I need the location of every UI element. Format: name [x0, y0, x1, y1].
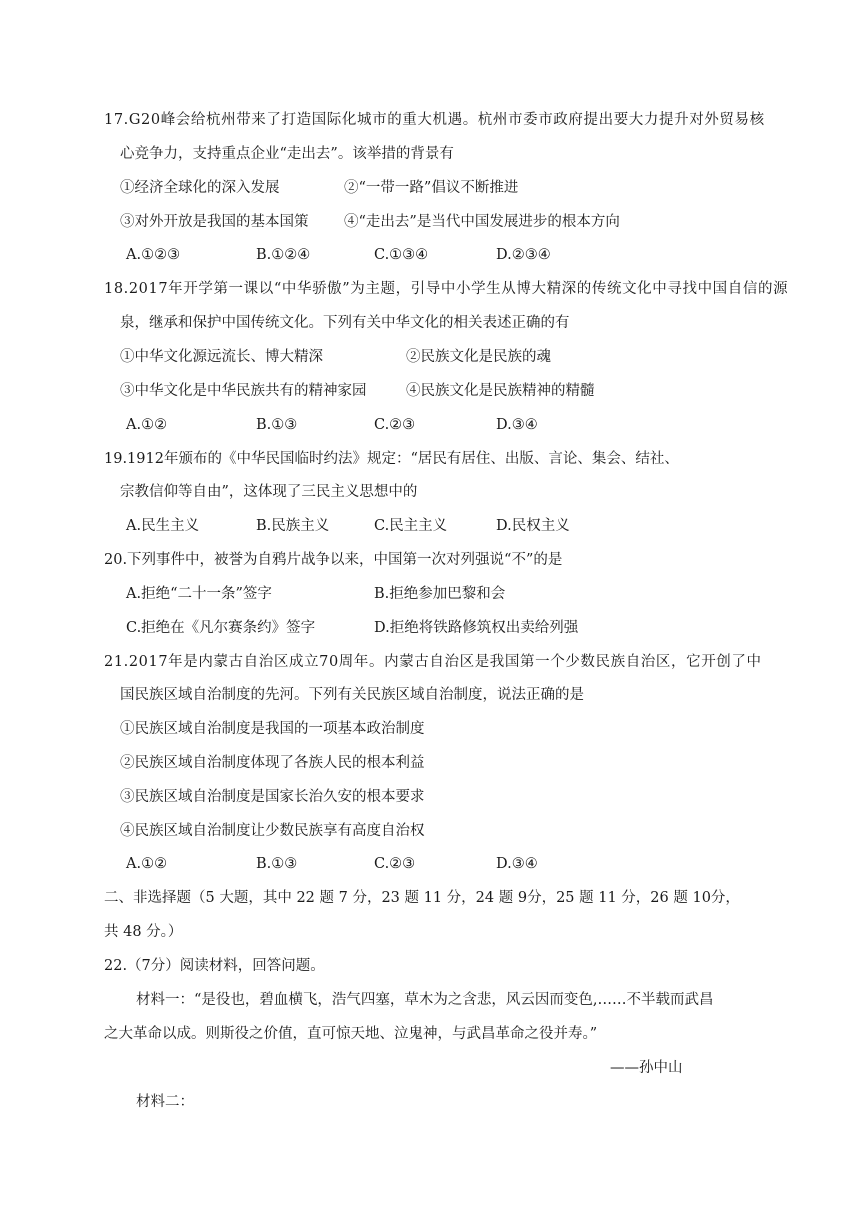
q17-option-c: C.①③④	[374, 247, 429, 263]
q17-statement-2: ②“一带一路”倡议不断推进	[344, 180, 519, 196]
q22-title: 22.（7分）阅读材料，回答问题。	[104, 958, 325, 974]
q22-attribution: ——孙中山	[610, 1060, 683, 1076]
q18-option-c: C.②③	[374, 417, 416, 433]
q21-statement-2: ②民族区域自治制度体现了各族人民的根本利益	[120, 755, 425, 771]
q17-stem-line1: 17.G20峰会给杭州带来了打造国际化城市的重大机遇。杭州市委市政府提出要大力提升对外贸易核	[104, 112, 765, 128]
q21-stem-line2: 国民族区域自治制度的先河。下列有关民族区域自治制度，说法正确的是	[120, 687, 584, 703]
q18-stem-line2: 泉，继承和保护中国传统文化。下列有关中华文化的相关表述正确的有	[120, 315, 570, 331]
q19-option-b: B.民族主义	[256, 518, 330, 534]
q22-material1-line1: 材料一：“是役也，碧血横飞，浩气四塞，草木为之含悲，风云因而变色,……不半载而武昌	[136, 992, 714, 1008]
q18-stem-line1: 18.2017年开学第一课以“中华骄傲”为主题，引导中小学生从博大精深的传统文化中寻找中国自信的源	[104, 281, 789, 297]
q21-statement-1: ①民族区域自治制度是我国的一项基本政治制度	[120, 721, 425, 737]
q20-option-a: A.拒绝“二十一条”签字	[126, 586, 272, 602]
q17-statement-3: ③对外开放是我国的基本国策	[120, 214, 309, 230]
q17-option-b: B.①②④	[256, 247, 311, 263]
q22-material1-line2: 之大革命以成。则斯役之价值，直可惊天地、泣鬼神，与武昌革命之役并寿。”	[104, 1026, 598, 1042]
q18-statement-3: ③中华文化是中华民族共有的精神家园	[120, 383, 367, 399]
q20-option-c: C.拒绝在《凡尔赛条约》签字	[126, 620, 316, 636]
q21-option-c: C.②③	[374, 856, 416, 872]
q18-option-d: D.③④	[496, 417, 538, 433]
q20-option-b: B.拒绝参加巴黎和会	[374, 586, 506, 602]
q20-stem-line1: 20.下列事件中，被誉为自鸦片战争以来，中国第一次对列强说“不”的是	[104, 552, 563, 568]
section2-heading-line2: 共 48 分。）	[104, 924, 183, 940]
q19-option-a: A.民生主义	[126, 518, 200, 534]
q17-stem-line2: 心竞争力，支持重点企业“走出去”。该举措的背景有	[120, 146, 454, 162]
q18-statement-2: ②民族文化是民族的魂	[406, 349, 551, 365]
q17-statement-4: ④“走出去”是当代中国发展进步的根本方向	[344, 214, 620, 230]
q17-option-d: D.②③④	[496, 247, 551, 263]
q21-statement-3: ③民族区域自治制度是国家长治久安的根本要求	[120, 789, 425, 805]
q19-stem-line2: 宗教信仰等自由”，这体现了三民主义思想中的	[120, 484, 418, 500]
q18-statement-4: ④民族文化是民族精神的精髓	[406, 383, 595, 399]
q17-option-a: A.①②③	[126, 247, 181, 263]
q17-statement-1: ①经济全球化的深入发展	[120, 180, 280, 196]
q21-option-a: A.①②	[126, 856, 168, 872]
q19-stem-line1: 19.1912年颁布的《中华民国临时约法》规定：“居民有居住、出版、言论、集会、结社、	[104, 451, 679, 467]
q21-option-d: D.③④	[496, 856, 538, 872]
section2-heading-line1: 二、非选择题（5 大题，其中 22 题 7 分，23 题 11 分，24 题 9分，25 题 11 分，26 题 10分，	[104, 890, 740, 906]
q21-statement-4: ④民族区域自治制度让少数民族享有高度自治权	[120, 823, 425, 839]
q18-option-a: A.①②	[126, 417, 168, 433]
q18-statement-1: ①中华文化源远流长、博大精深	[120, 349, 323, 365]
q19-option-c: C.民主主义	[374, 518, 448, 534]
q18-option-b: B.①③	[256, 417, 298, 433]
q21-option-b: B.①③	[256, 856, 298, 872]
q19-option-d: D.民权主义	[496, 518, 570, 534]
q21-stem-line1: 21.2017年是内蒙古自治区成立70周年。内蒙古自治区是我国第一个少数民族自治区，它开创了中	[104, 654, 762, 670]
q22-material2-label: 材料二：	[136, 1094, 194, 1110]
q20-option-d: D.拒绝将铁路修筑权出卖给列强	[374, 620, 579, 636]
